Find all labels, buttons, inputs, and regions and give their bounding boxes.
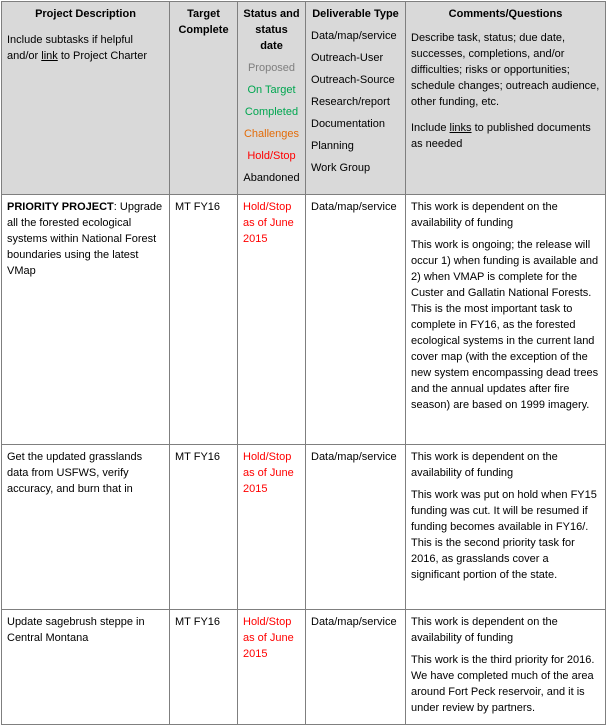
status-hold-stop: Hold/Stop [247,150,296,162]
row-comment-1: This work is dependent on the availability of funding [411,201,558,229]
header-target-label: Target Complete [178,8,229,36]
status-legend [243,60,300,186]
comments-guide [411,30,600,152]
header-status [238,2,306,195]
row-comments [406,610,606,725]
row-comment-1: This work is dependent on the availability of funding [411,616,558,644]
row-status: Hold/Stop as of June 2015 [238,610,306,725]
comments-guide-p2-pre: Include [411,122,450,134]
row-description: Get the updated grasslands data from USFWS, verify accuracy, and burn that in [2,445,170,610]
project-charter-link[interactable]: link [41,50,58,62]
row-comments [406,445,606,610]
status-proposed: Proposed [247,62,296,74]
row-description-text: : Upgrade all the forested ecological systems within National Forest boundaries using the latest VMap [7,201,163,277]
header-comments-label: Comments/Questions [448,8,563,20]
status-challenges: Challenges [243,128,300,140]
table-row [2,610,606,725]
row-comment-1: This work is dependent on the availability of funding [411,451,558,479]
comments-guide-p2 [411,120,600,152]
row-comment-2: This work is ongoing; the release will occur 1) when funding is available and 2) when VMAP is complete for the Custer and Gallatin National Forests. This is the most important task to complete in FY16, as the forested ecological systems in the current land cover map (with the exception of the new system encompassing dead trees and the annual updates after fire season) are based on 1999 imagery. [411,239,599,411]
row-description [2,195,170,445]
header-type-label: Deliverable Type [312,8,399,20]
type-outreach-user: Outreach-User [311,52,384,64]
row-target: MT FY16 [170,445,238,610]
type-planning: Planning [311,140,354,152]
table-row [2,445,606,610]
row-target: MT FY16 [170,610,238,725]
header-status-label: Status and status date [243,8,300,52]
type-data-map-service: Data/map/service [311,30,397,42]
header-desc-sub-text-end: to Project Charter [57,50,148,62]
header-project-description [2,2,170,195]
row-status: Hold/Stop as of June 2015 [238,195,306,445]
header-comments [406,2,606,195]
header-desc-sub [7,32,164,64]
project-table [1,1,606,725]
row-type: Data/map/service [306,445,406,610]
header-row [2,2,606,195]
row-target: MT FY16 [170,195,238,445]
type-outreach-source: Outreach-Source [311,74,395,86]
published-documents-link[interactable]: links [449,122,472,134]
row-comment-2: This work was put on hold when FY15 funding was cut. It will be resumed if funding becomes available in FY16/. This is the second priority task for 2016, as grasslands cover a significant portion of the state. [411,489,597,581]
status-on-target: On Target [247,84,296,96]
status-abandoned: Abandoned [243,172,300,184]
row-description: Update sagebrush steppe in Central Montana [2,610,170,725]
comments-guide-p2-post: to published documents as needed [411,122,591,150]
type-legend [311,28,400,176]
type-documentation: Documentation [311,118,385,130]
header-target-complete [170,2,238,195]
priority-label: PRIORITY PROJECT [7,201,114,213]
header-deliverable-type [306,2,406,195]
row-comment-2: This work is the third priority for 2016. We have completed much of the area around Fort Peck reservoir, and it is under review by partners. [411,654,595,714]
row-type: Data/map/service [306,610,406,725]
row-type: Data/map/service [306,195,406,445]
status-completed: Completed [244,106,299,118]
type-work-group: Work Group [311,162,371,174]
comments-guide-p1: Describe task, status; due date, successes, completions, and/or difficulties; risks or opportunities; schedule changes; outreach audience, other funding, etc. [411,32,600,108]
row-comments [406,195,606,445]
header-desc-title: Project Description [35,8,136,20]
table-row [2,195,606,445]
type-research-report: Research/report [311,96,390,108]
header-desc-sub-text: Include subtasks if helpful and/or [7,34,133,62]
row-status: Hold/Stop as of June 2015 [238,445,306,610]
